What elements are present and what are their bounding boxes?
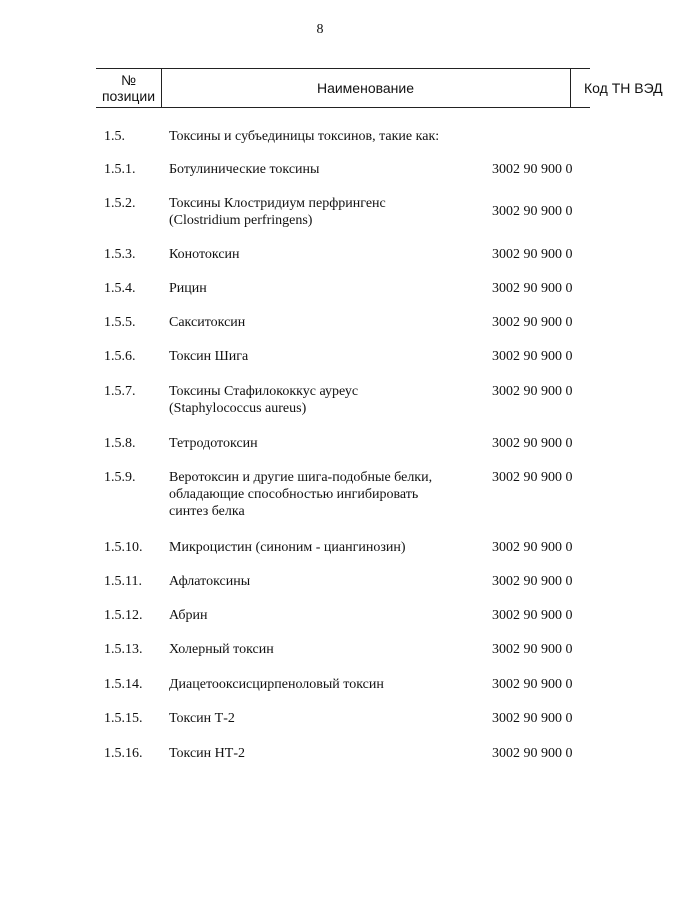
row-number: 1.5.7. [104, 384, 136, 399]
row-code: 3002 90 900 0 [492, 608, 573, 623]
table-header [96, 68, 663, 108]
row-name: Диацетооксисцирпеноловый токсин [169, 677, 384, 692]
row-name: Токсины Стафилококкус ауреус (Staphylococcus aureus) [169, 384, 359, 416]
row-number: 1.5.3. [104, 247, 136, 262]
row-number: 1.5. [104, 129, 125, 144]
row-name: Афлатоксины [169, 574, 251, 589]
row-number: 1.5.8. [104, 436, 136, 451]
header-code: Код ТН ВЭД [584, 80, 663, 96]
page-number: 8 [316, 22, 324, 37]
row-name: Сакситоксин [169, 315, 246, 330]
row-name: Микроцистин (синоним - циангинозин) [169, 540, 406, 555]
row-code: 3002 90 900 0 [492, 470, 573, 485]
row-number: 1.5.11. [104, 574, 142, 589]
row-code: 3002 90 900 0 [492, 746, 573, 761]
row-code: 3002 90 900 0 [492, 436, 573, 451]
row-name: Абрин [169, 608, 208, 623]
row-code: 3002 90 900 0 [492, 384, 573, 399]
row-number: 1.5.15. [104, 711, 143, 726]
row-number: 1.5.1. [104, 162, 136, 177]
row-name: Токсины и субъединицы токсинов, такие как: [169, 129, 440, 144]
row-name: Тетродотоксин [169, 436, 258, 451]
row-code: 3002 90 900 0 [492, 642, 573, 657]
row-code: 3002 90 900 0 [492, 247, 573, 262]
row-number: 1.5.6. [104, 349, 136, 364]
row-code: 3002 90 900 0 [492, 711, 573, 726]
row-name: Ботулинические токсины [169, 162, 320, 177]
row-name: Рицин [169, 281, 207, 296]
row-number: 1.5.12. [104, 608, 143, 623]
row-code: 3002 90 900 0 [492, 349, 573, 364]
row-code: 3002 90 900 0 [492, 540, 573, 555]
row-code: 3002 90 900 0 [492, 315, 573, 330]
row-name: Веротоксин и другие шига-подобные белки, обладающие способностью ингибировать синтез белка [169, 470, 433, 519]
row-code: 3002 90 900 0 [492, 162, 573, 177]
row-code: 3002 90 900 0 [492, 204, 573, 219]
row-name: Конотоксин [169, 247, 240, 262]
row-number: 1.5.10. [104, 540, 143, 555]
row-number: 1.5.5. [104, 315, 136, 330]
row-name: Токсин Т-2 [169, 711, 235, 726]
row-number: 1.5.16. [104, 746, 143, 761]
row-name: Холерный токсин [169, 642, 274, 657]
header-name: Наименование [161, 69, 571, 107]
row-number: 1.5.4. [104, 281, 136, 296]
row-code: 3002 90 900 0 [492, 574, 573, 589]
header-position: № позиции [96, 69, 162, 107]
row-name: Токсин НТ-2 [169, 746, 245, 761]
row-number: 1.5.14. [104, 677, 143, 692]
row-code: 3002 90 900 0 [492, 281, 573, 296]
row-name: Токсины Клостридиум перфрингенс (Clostridium perfringens) [169, 196, 386, 228]
row-number: 1.5.13. [104, 642, 143, 657]
row-number: 1.5.9. [104, 470, 136, 485]
row-code: 3002 90 900 0 [492, 677, 573, 692]
row-number: 1.5.2. [104, 196, 136, 211]
row-name: Токсин Шига [169, 349, 249, 364]
